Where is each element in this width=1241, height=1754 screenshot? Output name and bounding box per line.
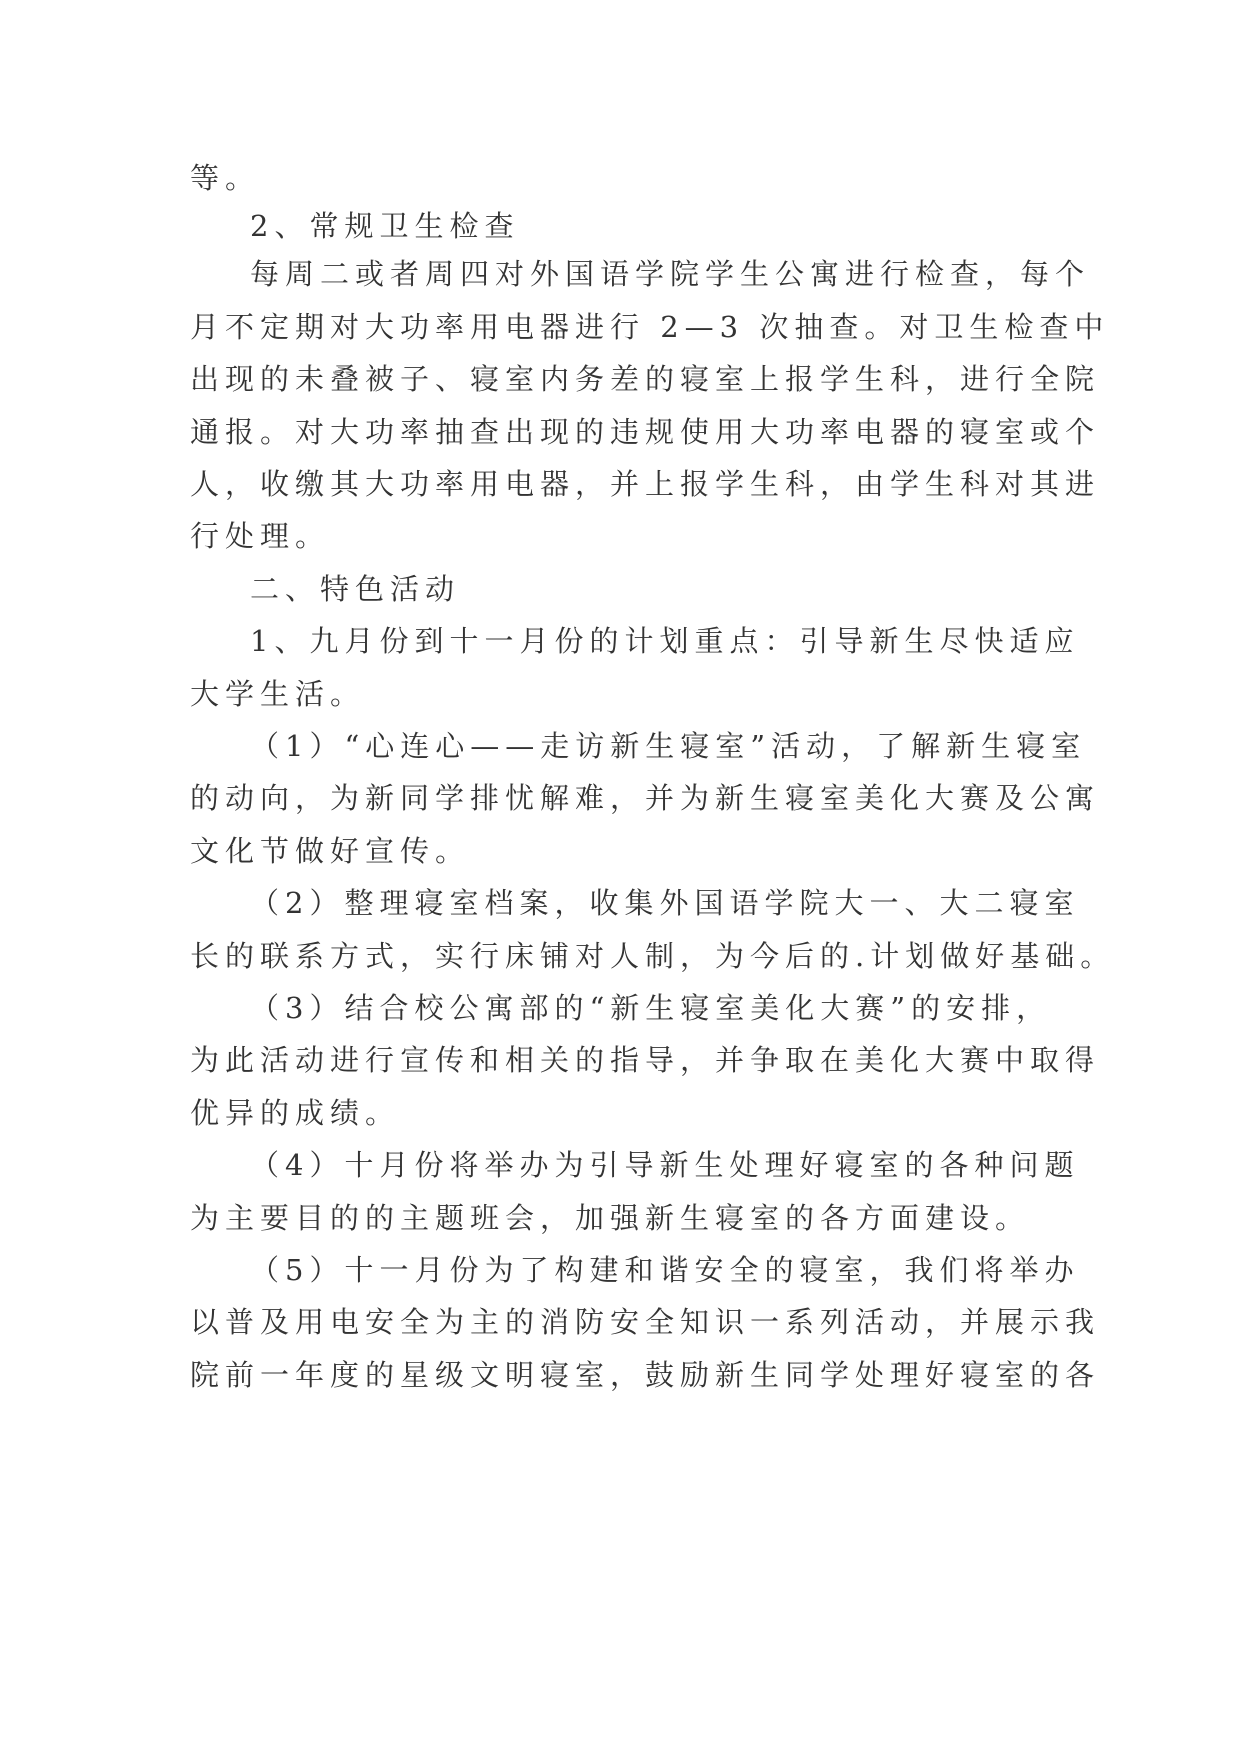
paragraph-line: 优异的成绩。 <box>190 1096 401 1130</box>
paragraph-line: 大学生活。 <box>190 677 366 711</box>
paragraph-line: 出现的未叠被子、寝室内务差的寝室上报学生科，进行全院 <box>190 362 1101 396</box>
paragraph-line: 为主要目的的主题班会，加强新生寝室的各方面建设。 <box>190 1201 1031 1235</box>
section-heading-special-activities: 二、特色活动 <box>250 572 461 606</box>
paragraph-line: 文化节做好宣传。 <box>190 834 471 868</box>
text-line-1: 等。 <box>190 161 261 195</box>
paragraph-line: 通报。对大功率抽查出现的违规使用大功率电器的寝室或个 <box>190 415 1101 449</box>
paragraph-line: 月不定期对大功率用电器进行 2—3 次抽查。对卫生检查中 <box>190 310 1110 344</box>
paragraph-line: 院前一年度的星级文明寝室，鼓励新生同学处理好寝室的各 <box>190 1358 1101 1392</box>
list-item-5-line: （5）十一月份为了构建和谐安全的寝室，我们将举办 <box>250 1253 1080 1287</box>
paragraph-line: 的动向，为新同学排忧解难，并为新生寝室美化大赛及公寓 <box>190 781 1101 815</box>
paragraph-line: 行处理。 <box>190 519 331 553</box>
paragraph-line: 为此活动进行宣传和相关的指导，并争取在美化大赛中取得 <box>190 1043 1101 1077</box>
paragraph-line: 长的联系方式，实行床铺对人制，为今后的.计划做好基础。 <box>190 939 1116 973</box>
list-item-4-line: （4）十月份将举办为引导新生处理好寝室的各种问题 <box>250 1148 1080 1182</box>
paragraph-line: 每周二或者周四对外国语学院学生公寓进行检查，每个 <box>250 257 1091 291</box>
paragraph-line: 以普及用电安全为主的消防安全知识一系列活动，并展示我 <box>190 1305 1101 1339</box>
section-heading-routine-check: 2、常规卫生检查 <box>250 209 520 243</box>
subsection-heading: 1、九月份到十一月份的计划重点：引导新生尽快适应 <box>250 624 1080 658</box>
list-item-2-line: （2）整理寝室档案，收集外国语学院大一、大二寝室 <box>250 886 1080 920</box>
list-item-3-line: （3）结合校公寓部的“新生寝室美化大赛”的安排， <box>250 991 1052 1025</box>
paragraph-line: 人，收缴其大功率用电器，并上报学生科，由学生科对其进 <box>190 467 1101 501</box>
list-item-1-line: （1）“心连心——走访新生寝室”活动，了解新生寝室 <box>250 729 1087 763</box>
